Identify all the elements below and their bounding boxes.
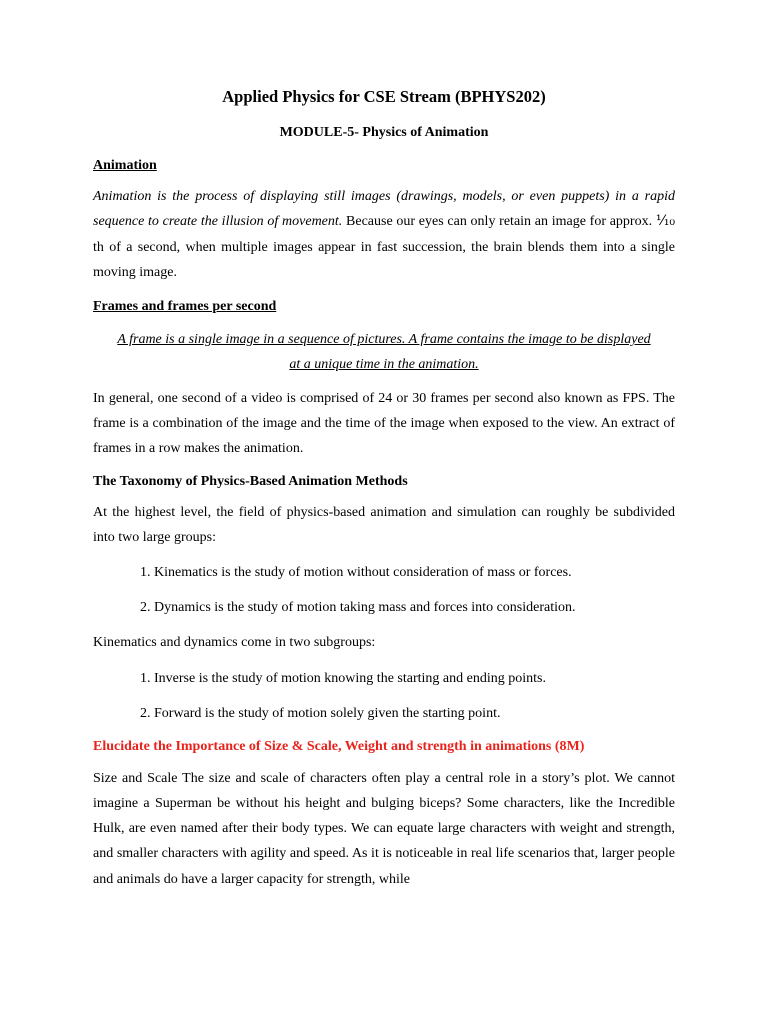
animation-definition: Animation is the process of displaying still images (drawings, models, or even puppets) in a rapid sequence to create the illusion of movement. — [93, 189, 675, 230]
groups-list — [93, 560, 675, 620]
document-title: Applied Physics for CSE Stream (BPHYS202) — [222, 87, 546, 106]
frame-definition-quote: A frame is a single image in a sequence of pictures. A frame contains the image to be displayed at a unique time in the animation. — [117, 332, 651, 373]
animation-explanation: Because our eyes can only retain an image for approx. ⅒ th of a second, when multiple images appear in fast succession, the brain blends them into a single moving image. — [93, 214, 676, 280]
section-heading-frames: Frames and frames per second — [93, 299, 277, 315]
section-heading-animation: Animation — [93, 158, 157, 173]
size-scale-paragraph: Size and Scale The size and scale of characters often play a central role in a story’s plot. We cannot imagine a Superman be without his height and bulging biceps? Some characters, like the Incredible Hulk, are even named after their body types. We can equate large characters with weight and strength, and smaller characters with agility and speed. As it is noticeable in real life scenarios that, larger people and animals do have a larger capacity for strength, while — [93, 770, 675, 887]
subgroups-intro: Kinematics and dynamics come in two subgroups: — [93, 635, 376, 651]
module-title: MODULE-5- Physics of Animation — [279, 125, 489, 140]
section-heading-taxonomy: The Taxonomy of Physics-Based Animation Methods — [93, 473, 408, 489]
list-item: 2. Forward is the study of motion solely given the starting point. — [140, 705, 501, 721]
list-item: 1. Inverse is the study of motion knowing the starting and ending points. — [140, 670, 546, 686]
taxonomy-paragraph: At the highest level, the field of physics-based animation and simulation can roughly be subdivided into two large groups: — [93, 504, 675, 545]
question-heading: Elucidate the Importance of Size & Scale, Weight and strength in animations (8M) — [93, 738, 585, 754]
animation-paragraph — [93, 184, 675, 285]
list-item: 2. Dynamics is the study of motion taking mass and forces into consideration. — [140, 600, 576, 616]
subgroups-list — [93, 666, 675, 726]
list-item: 1. Kinematics is the study of motion without consideration of mass or forces. — [140, 565, 572, 581]
frames-paragraph: In general, one second of a video is comprised of 24 or 30 frames per second also known as FPS. The frame is a combination of the image and the time of the image when exposed to the view. An extract of frames in a row makes the animation. — [93, 390, 675, 457]
